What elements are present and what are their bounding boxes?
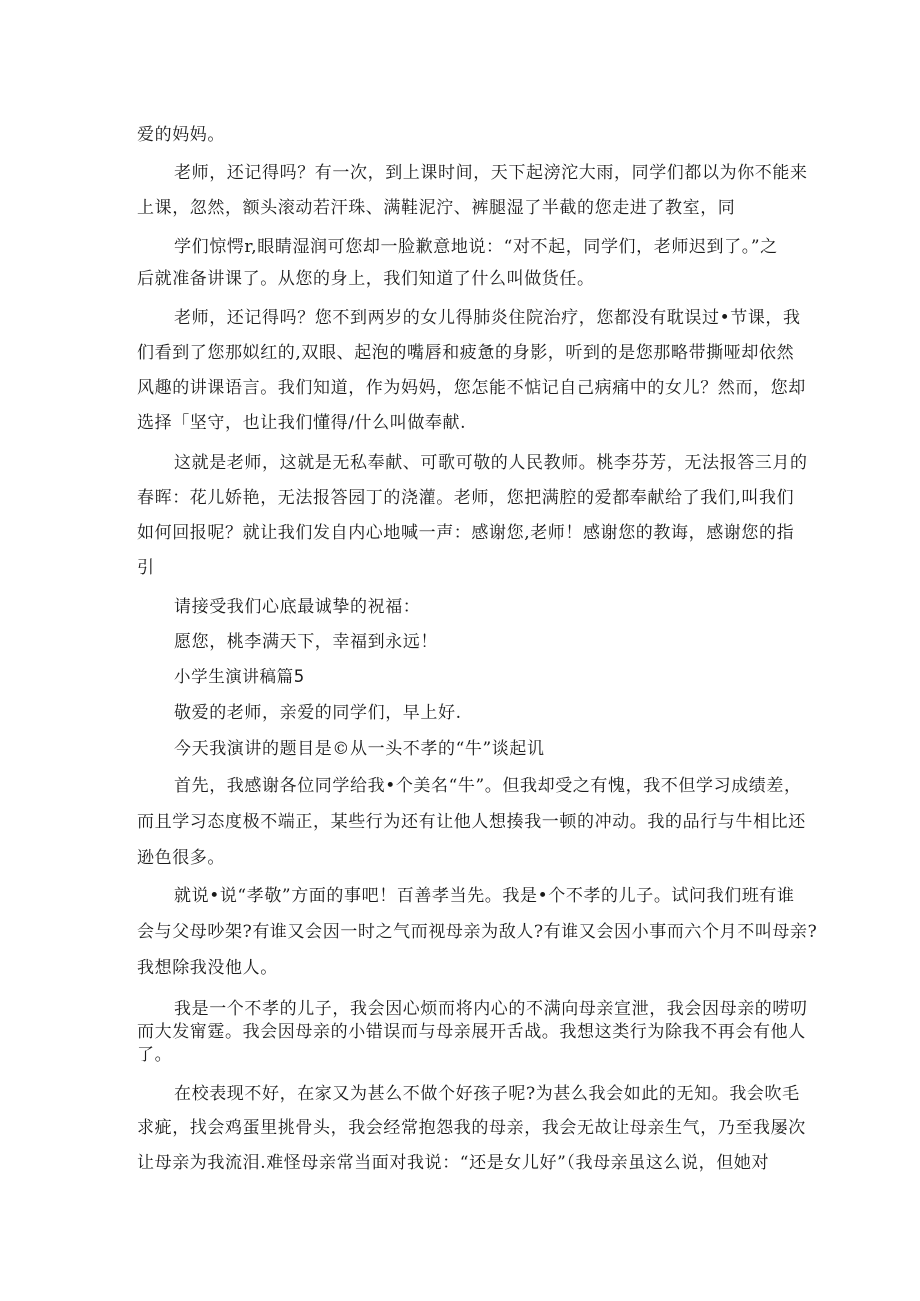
text-line: 让母亲为我流泪.难怪母亲常当面对我说：“还是女儿好”（我母亲虽这么说，但她对 [137, 1153, 770, 1173]
text-line: 就说•说“孝敬”方面的事吧！百善孝当先。我是•个不孝的儿子。试问我们班有谁 [174, 886, 795, 906]
text-line: 而且学习态度极不端正，某些行为还有让他人想揍我一顿的冲动。我的品行与牛相比还 [137, 812, 806, 832]
text-line: 首先，我感谢各位同学给我•个美名“牛”。但我却受之有愧，我不但学习成绩差， [174, 776, 802, 796]
text-line: 敬爱的老师，亲爱的同学们，早上好. [174, 703, 462, 723]
text-line: 后就准备讲课了。从您的身上，我们知道了什么叫做货任。 [137, 269, 595, 289]
text-line: 逊色很多。 [137, 848, 225, 868]
text-line: 上课，忽然，额头滚动若汗珠、满鞋泥泞、裤腿湿了半截的您走进了教室，同 [137, 198, 736, 218]
text-line: 爱的妈妈。 [137, 125, 225, 145]
text-line: 风趣的讲课语言。我们知道，作为妈妈，您怎能不惦记自己病痛中的女儿？然而，您却 [137, 378, 806, 398]
text-line: 如何回报呢？就让我们发自内心地喊一声：感谢您,老师！感谢您的教诲，感谢您的指 [137, 523, 795, 543]
text-line: 这就是老师，这就是无私奉献、可歌可敬的人民教师。桃李芬芳，无法报答三月的 [174, 453, 808, 473]
text-line: 选择「坚守，也让我们懂得/什么叫做奉献. [137, 413, 467, 433]
text-line: 学们惊愕r,眼睛湿润可您却一脸歉意地说：“对不起，同学们，老师迟到了。”之 [174, 237, 778, 257]
text-line: 我想除我没他人。 [137, 958, 278, 978]
text-line: 们看到了您那姒红的,双眼、起泡的嘴唇和疲惫的身影，听到的是您那略带撕哑却依然 [137, 343, 795, 363]
text-line: 我是一个不孝的儿子，我会因心烦而将内心的不满向母亲宣泄，我会因母亲的唠叨 [174, 999, 808, 1019]
text-line: 在校表现不好，在家又为甚么不做个好孩子呢?为甚么我会如此的无知。我会吹毛 [174, 1084, 800, 1104]
text-line: 请接受我们心底最诚挚的祝福： [174, 597, 421, 617]
text-line: 而大发甯霆。我会因母亲的小错误而与母亲展开舌战。我想这类行为除我不再会有他人 [137, 1022, 806, 1042]
text-line: 春晖：花儿娇艳，无法报答园丁的浇灌。老师，您把满腔的爱都奉献给了我们,叫我们 [137, 488, 795, 508]
text-line: 会与父母吵架?有谁又会因一时之气而视母亲为敌人?有谁又会因小事而六个月不叫母亲? [137, 922, 818, 942]
text-line: 愿您，桃李满天下，幸福到永远！ [174, 632, 438, 652]
text-line: 了。 [137, 1045, 173, 1065]
text-line: 引 [137, 558, 155, 578]
text-line: 今天我演讲的题目是©从一头不孝的“牛”谈起讥 [174, 739, 545, 759]
section-heading: 小学生演讲稿篇5 [174, 667, 305, 686]
text-line: 老师，还记得吗？您不到两岁的女儿得肺炎住院治疗，您都没有耽误过•节课，我 [174, 308, 801, 328]
text-line: 老师，还记得吗？有一次，到上课时间，天下起滂沱大雨，同学们都以为你不能来 [174, 163, 808, 183]
text-line: 求疵，找会鸡蛋里挑骨头，我会经常抱怨我的母亲，我会无故让母亲生气，乃至我屡次 [137, 1118, 806, 1138]
